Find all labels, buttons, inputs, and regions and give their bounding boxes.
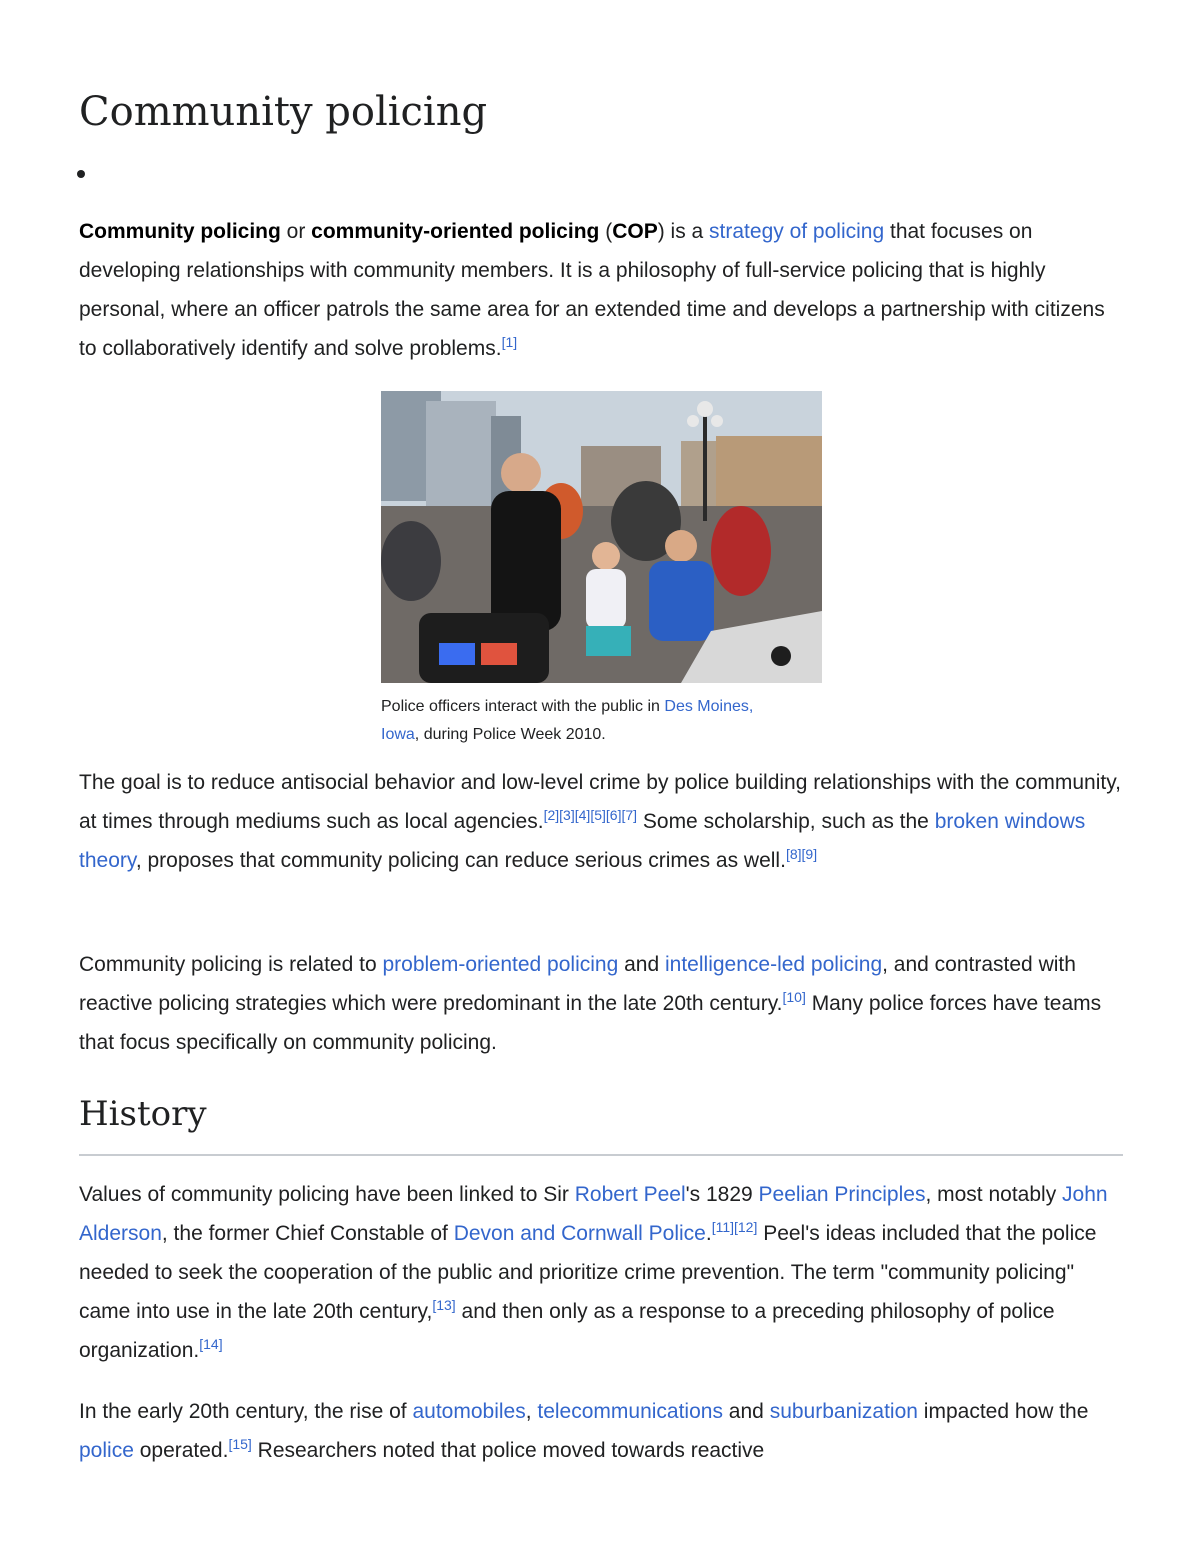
citation-link[interactable]: [13] — [432, 1297, 456, 1313]
text: and — [618, 953, 665, 976]
text: , and contrasted with reactive policing strategies which were predominant in the late 20th century. — [79, 953, 1076, 1015]
link-john-alderson[interactable]: John Alderson — [79, 1183, 1108, 1245]
text: . — [705, 1222, 712, 1245]
link-suburbanization[interactable]: suburbanization — [769, 1400, 918, 1423]
text: that focuses on developing relationships with community members. It is a philosophy of full-service policing that is highly personal, where an officer patrols the same area for an extended time and develops a partnership with citizens to collaboratively identify and solve problems. — [79, 220, 1105, 360]
page-title: Community policing — [79, 89, 488, 135]
term-bold: COP — [612, 220, 658, 243]
text: , — [525, 1400, 538, 1423]
figure-caption — [381, 693, 781, 749]
caption-text: , during Police Week 2010. — [414, 726, 606, 743]
text: In the early 20th century, the rise of — [79, 1400, 413, 1423]
goal-paragraph — [79, 763, 1123, 880]
citation-link[interactable]: [7] — [621, 807, 638, 823]
text: , most notably — [925, 1183, 1063, 1206]
text: , the former Chief Constable of — [161, 1222, 454, 1245]
text: The goal is to reduce antisocial behavior and low-level crime by police building relationships with the community, at times through mediums such as local agencies. — [79, 771, 1121, 833]
text: Some scholarship, such as the — [637, 810, 935, 833]
related-paragraph — [79, 945, 1123, 1062]
citation-link[interactable]: [2] — [543, 807, 560, 823]
text: Values of community policing have been linked to Sir — [79, 1183, 575, 1206]
bullet-dot — [77, 170, 85, 178]
citation-link[interactable]: [12] — [734, 1219, 758, 1235]
text: impacted how the — [917, 1400, 1089, 1423]
citation-link[interactable]: [5] — [590, 807, 606, 823]
citation-link[interactable]: [8] — [785, 846, 802, 862]
citation-link[interactable]: [1] — [501, 334, 518, 350]
text: and then only as a response to a preceding philosophy of police organization. — [79, 1300, 1055, 1362]
text: operated. — [133, 1439, 229, 1462]
text: 's 1829 — [685, 1183, 759, 1206]
section-heading-history: History — [79, 1094, 207, 1134]
link-des-moines[interactable]: Des Moines, Iowa — [381, 698, 754, 743]
link-problem-oriented-policing[interactable]: problem-oriented policing — [382, 953, 619, 976]
intro-paragraph — [79, 212, 1123, 368]
text: Many police forces have teams that focus specifically on community policing. — [79, 992, 1102, 1054]
citation-link[interactable]: [15] — [228, 1436, 252, 1452]
text: , proposes that community policing can reduce serious crimes as well. — [135, 849, 786, 872]
citation-link[interactable]: [10] — [782, 989, 806, 1005]
link-devon-cornwall-police[interactable]: Devon and Cornwall Police — [453, 1222, 706, 1245]
section-divider — [79, 1154, 1123, 1156]
text: Peel's ideas included that the police needed to seek the cooperation of the public and prioritize crime prevention. The term "community policing" came into use in the late 20th century, — [79, 1222, 1097, 1323]
citation-link[interactable]: [6] — [605, 807, 622, 823]
citation-link[interactable]: [4] — [574, 807, 591, 823]
link-broken-windows-theory[interactable]: broken windows theory — [79, 810, 1086, 872]
history-paragraph-1 — [79, 1175, 1123, 1370]
term-bold: Community policing — [79, 220, 281, 243]
citation-link[interactable]: [9] — [801, 846, 818, 862]
text: Researchers noted that police moved towards reactive — [251, 1439, 765, 1462]
history-paragraph-2 — [79, 1392, 1123, 1470]
text: ) is a — [657, 220, 710, 243]
term-bold: community-oriented policing — [311, 220, 600, 243]
link-police[interactable]: police — [79, 1439, 134, 1462]
text: or — [280, 220, 312, 243]
link-telecommunications[interactable]: telecommunications — [537, 1400, 723, 1423]
link-peelian-principles[interactable]: Peelian Principles — [758, 1183, 926, 1206]
link-intelligence-led-policing[interactable]: intelligence-led policing — [665, 953, 883, 976]
text: ( — [599, 220, 613, 243]
citation-link[interactable]: [11] — [711, 1219, 734, 1235]
text: and — [722, 1400, 770, 1423]
text: Community policing is related to — [79, 953, 383, 976]
photo-illustration — [381, 391, 822, 683]
caption-text: Police officers interact with the public in — [381, 698, 665, 715]
link-robert-peel[interactable]: Robert Peel — [574, 1183, 686, 1206]
link-strategy-of-policing[interactable]: strategy of policing — [709, 220, 885, 243]
photo-police-officers[interactable] — [381, 391, 822, 683]
citation-link[interactable]: [14] — [199, 1336, 223, 1352]
link-automobiles[interactable]: automobiles — [412, 1400, 526, 1423]
figure — [381, 391, 822, 749]
citation-link[interactable]: [3] — [559, 807, 575, 823]
